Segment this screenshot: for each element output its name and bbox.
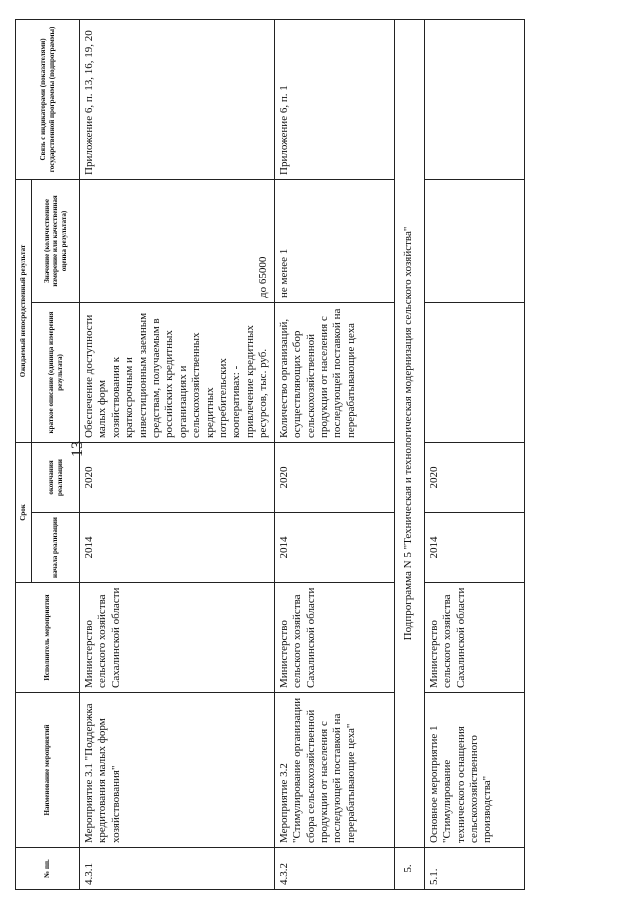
row-value [424,179,524,302]
row-end: 2020 [80,442,275,512]
row-desc: Количество организаций, осуществляющих сбор сельскохозяйственной продукции от населения с последующей поставкой на перерабатывающие цеха [274,302,394,442]
row-executor: Министерство сельского хозяйства Сахалинской области [274,583,394,693]
header-name: Наименование мероприятий [16,693,80,848]
row-executor: Министерство сельского хозяйства Сахалинской области [80,583,275,693]
table-row [274,19,394,889]
row-name: Мероприятие 3.1 "Поддержка кредитования малых форм хозяйствования" [80,693,275,848]
row-end: 2020 [424,442,524,512]
header-executor: Исполнитель мероприятия [16,583,80,693]
row-name: Мероприятие 3.2 "Стимулирование организации сбора сельскохозяйственной продукции от населения с последующей поставкой на перерабатывающие цеха" [274,693,394,848]
row-end: 2020 [274,442,394,512]
header-result: Ожидаемый непосредственный результат [16,179,32,442]
row-value: до 65000 [80,179,275,302]
row-start: 2014 [274,513,394,583]
row-start: 2014 [424,513,524,583]
row-value: не менее 1 [274,179,394,302]
row-desc [424,302,524,442]
row-desc: Обеспечение доступности малых форм хозяйствования к краткосрочным и инвестиционным заемным средствам, получаемым в российских кредитных организациях и сельскохозяйственных кредитных потребительских кооперативах: - привлечение кредитных ресурсов, тыс. руб. [80,302,275,442]
row-name: Основное мероприятие 1 "Стимулирование технического оснащения сельскохозяйственного производства" [424,693,524,848]
header-term: Срок [16,442,32,582]
row-link: Приложение 6, п. 1 [274,19,394,179]
header-term-end: окончания реализации [32,442,80,512]
header-link: Связь с индикаторами (показателями) государственной программы (подпрограммы) [16,19,80,179]
row-num: 4.3.1 [80,848,275,890]
table-row [424,19,524,889]
subprogram-num: 5. [394,848,424,890]
header-term-start: начала реализации [32,513,80,583]
subprogram-row [394,19,424,889]
rotated-table-wrapper [15,20,525,890]
subprogram-title: Подпрограмма N 5 "Техническая и технологическая модернизация сельского хозяйства" [394,19,424,847]
row-num: 4.3.2 [274,848,394,890]
table-row [80,19,275,889]
measures-table [15,19,525,890]
page-number: 13 [69,441,86,457]
row-link [424,19,524,179]
row-num: 5.1. [424,848,524,890]
row-link: Приложение 6, п. 13, 16, 19, 20 [80,19,275,179]
row-executor: Министерство сельского хозяйства Сахалинской области [424,583,524,693]
header-result-value: Значение (количественное измерение или качественная оценка результата) [32,179,80,302]
header-result-desc: краткое описание (единица измерения результата) [32,302,80,442]
header-num: № пп. [16,848,80,890]
row-start: 2014 [80,513,275,583]
